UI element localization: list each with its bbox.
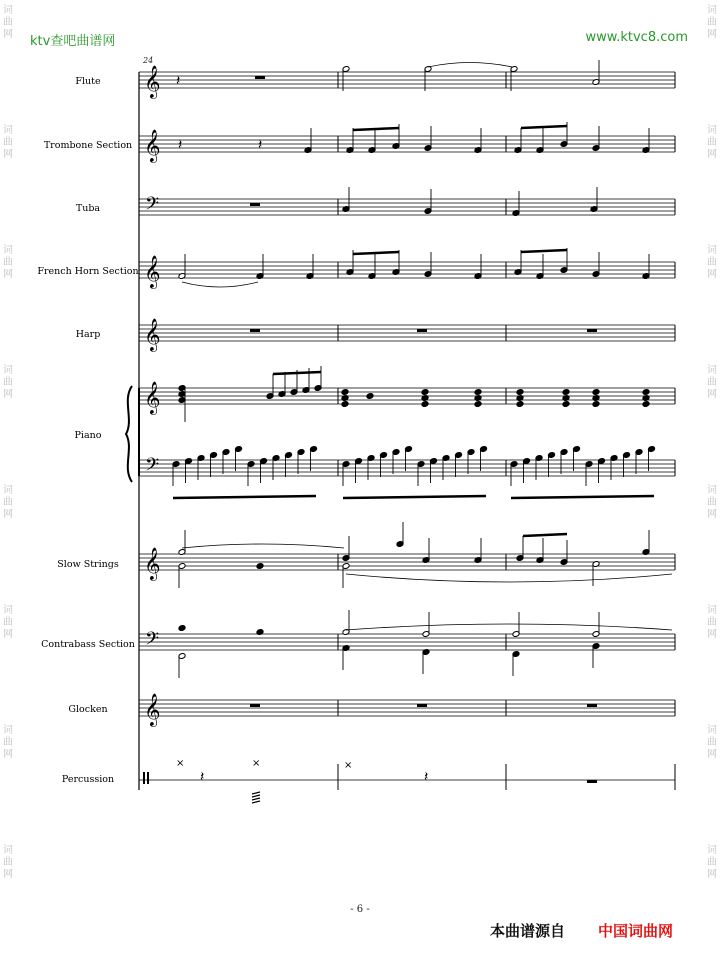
note-beam (521, 250, 567, 252)
watermark-char: 曲 (3, 857, 13, 868)
watermark-char: 词 (707, 845, 717, 856)
measure-number: 24 (143, 56, 154, 65)
watermark-char: 曲 (3, 737, 13, 748)
whole-rest (587, 704, 597, 707)
instrument-name: Contrabass Section (41, 639, 135, 650)
watermark-char: 曲 (707, 737, 717, 748)
watermark-char: 词 (3, 725, 13, 736)
watermark-char: 曲 (3, 497, 13, 508)
notehead (366, 393, 374, 400)
watermark-char: 曲 (3, 137, 13, 148)
watermark-char: 曲 (707, 857, 717, 868)
watermark-char: 曲 (707, 617, 717, 628)
site-url-right: www.ktvc8.com (585, 30, 688, 45)
watermark-char: 曲 (3, 617, 13, 628)
bass-clef: 𝄢 (145, 194, 160, 219)
tremolo-mark (252, 792, 260, 794)
treble-clef: 𝄞 (144, 255, 161, 288)
quarter-rest: 𝄽 (176, 73, 181, 89)
watermark-char: 网 (3, 389, 13, 400)
note-beam (343, 496, 486, 498)
percussion-x-note: × (344, 760, 353, 771)
watermark-char: 曲 (707, 137, 717, 148)
notehead (421, 401, 429, 408)
tie (428, 63, 512, 68)
notehead (516, 389, 524, 396)
piano-brace (126, 386, 132, 482)
bass-clef: 𝄢 (145, 455, 160, 480)
footer-source-site: 中国词曲网 (598, 922, 674, 940)
treble-clef: 𝄞 (144, 129, 161, 162)
note-beam (521, 126, 567, 128)
notehead (474, 401, 482, 408)
watermark-char: 词 (3, 845, 13, 856)
watermark-char: 曲 (3, 257, 13, 268)
treble-clef: 𝄞 (144, 547, 161, 580)
note-beam (353, 252, 399, 254)
watermark-char: 网 (3, 869, 13, 880)
watermark-char: 网 (3, 149, 13, 160)
whole-rest (587, 329, 597, 332)
instrument-name: Piano (74, 430, 102, 441)
note-beam (511, 496, 654, 498)
watermark-char: 曲 (707, 257, 717, 268)
note-beam (523, 534, 567, 536)
notehead (642, 401, 650, 408)
whole-rest (587, 780, 597, 783)
watermark-char: 曲 (3, 17, 13, 28)
quarter-rest: 𝄽 (200, 769, 205, 785)
treble-clef: 𝄞 (144, 65, 161, 98)
treble-clef: 𝄞 (144, 318, 161, 351)
notehead (516, 401, 524, 408)
watermark-char: 词 (3, 605, 13, 616)
watermark-char: 词 (3, 365, 13, 376)
percussion-x-note: × (176, 758, 185, 769)
watermark-char: 网 (707, 389, 717, 400)
watermark-char: 曲 (707, 17, 717, 28)
percussion-clef (147, 772, 149, 784)
watermark-char: 网 (707, 29, 717, 40)
tremolo-mark (252, 798, 260, 800)
bass-clef: 𝄢 (145, 629, 160, 654)
instrument-name: Percussion (61, 774, 115, 785)
notehead (421, 389, 429, 396)
tie (182, 282, 258, 287)
watermark-char: 网 (3, 509, 13, 520)
notehead (562, 389, 570, 396)
watermark-char: 词 (707, 605, 717, 616)
note-beam (273, 372, 321, 374)
note-beam (173, 496, 316, 498)
tie (346, 624, 672, 630)
watermark-char: 网 (707, 749, 717, 760)
quarter-rest: 𝄽 (424, 769, 429, 785)
watermark-char: 曲 (707, 497, 717, 508)
watermark-char: 词 (3, 245, 13, 256)
watermark-char: 网 (3, 269, 13, 280)
watermark-char: 词 (707, 245, 717, 256)
page-number: - 6 - (350, 904, 370, 915)
whole-rest (255, 76, 265, 79)
notehead (341, 389, 349, 396)
watermark-char: 词 (707, 365, 717, 376)
instrument-name: Glocken (68, 704, 108, 715)
watermark-char: 词 (3, 5, 13, 16)
whole-rest (417, 704, 427, 707)
instrument-name: Tuba (75, 203, 101, 214)
notehead (474, 389, 482, 396)
watermark-char: 网 (3, 29, 13, 40)
whole-rest (250, 704, 260, 707)
notehead (642, 389, 650, 396)
tremolo-mark (252, 795, 260, 797)
watermark-char: 词 (707, 125, 717, 136)
whole-rest (250, 203, 260, 206)
notehead (256, 563, 264, 570)
tie (346, 574, 672, 582)
notehead (341, 401, 349, 408)
tremolo-mark (252, 801, 260, 803)
notehead (592, 389, 600, 396)
watermark-char: 网 (3, 629, 13, 640)
percussion-clef (143, 772, 145, 784)
instrument-name: Harp (75, 329, 101, 340)
treble-clef: 𝄞 (144, 693, 161, 726)
footer-source-text: 本曲谱源自 (490, 922, 566, 940)
quarter-rest: 𝄽 (178, 137, 183, 153)
watermark-char: 网 (707, 629, 717, 640)
watermark-char: 词 (3, 125, 13, 136)
whole-rest (250, 329, 260, 332)
treble-clef: 𝄞 (144, 381, 161, 414)
watermark-char: 词 (707, 5, 717, 16)
instrument-name: Slow Strings (57, 559, 119, 570)
percussion-x-note: × (252, 758, 261, 769)
instrument-name: Flute (75, 76, 101, 87)
watermark-char: 曲 (3, 377, 13, 388)
watermark-char: 词 (3, 485, 13, 496)
notehead (592, 401, 600, 408)
watermark-char: 网 (707, 149, 717, 160)
watermark-char: 词 (707, 725, 717, 736)
notehead (178, 625, 186, 632)
quarter-rest: 𝄽 (258, 137, 263, 153)
watermark-char: 网 (707, 869, 717, 880)
instrument-name: Trombone Section (43, 140, 133, 151)
note-beam (353, 128, 399, 130)
watermark-char: 网 (707, 269, 717, 280)
watermark-char: 网 (3, 749, 13, 760)
watermark-char: 网 (707, 509, 717, 520)
watermark-char: 词 (707, 485, 717, 496)
tie (182, 544, 344, 548)
site-name-left: ktv查吧曲谱网 (30, 34, 116, 49)
notehead (562, 401, 570, 408)
whole-rest (417, 329, 427, 332)
watermark-char: 曲 (707, 377, 717, 388)
instrument-name: French Horn Section (37, 266, 139, 277)
